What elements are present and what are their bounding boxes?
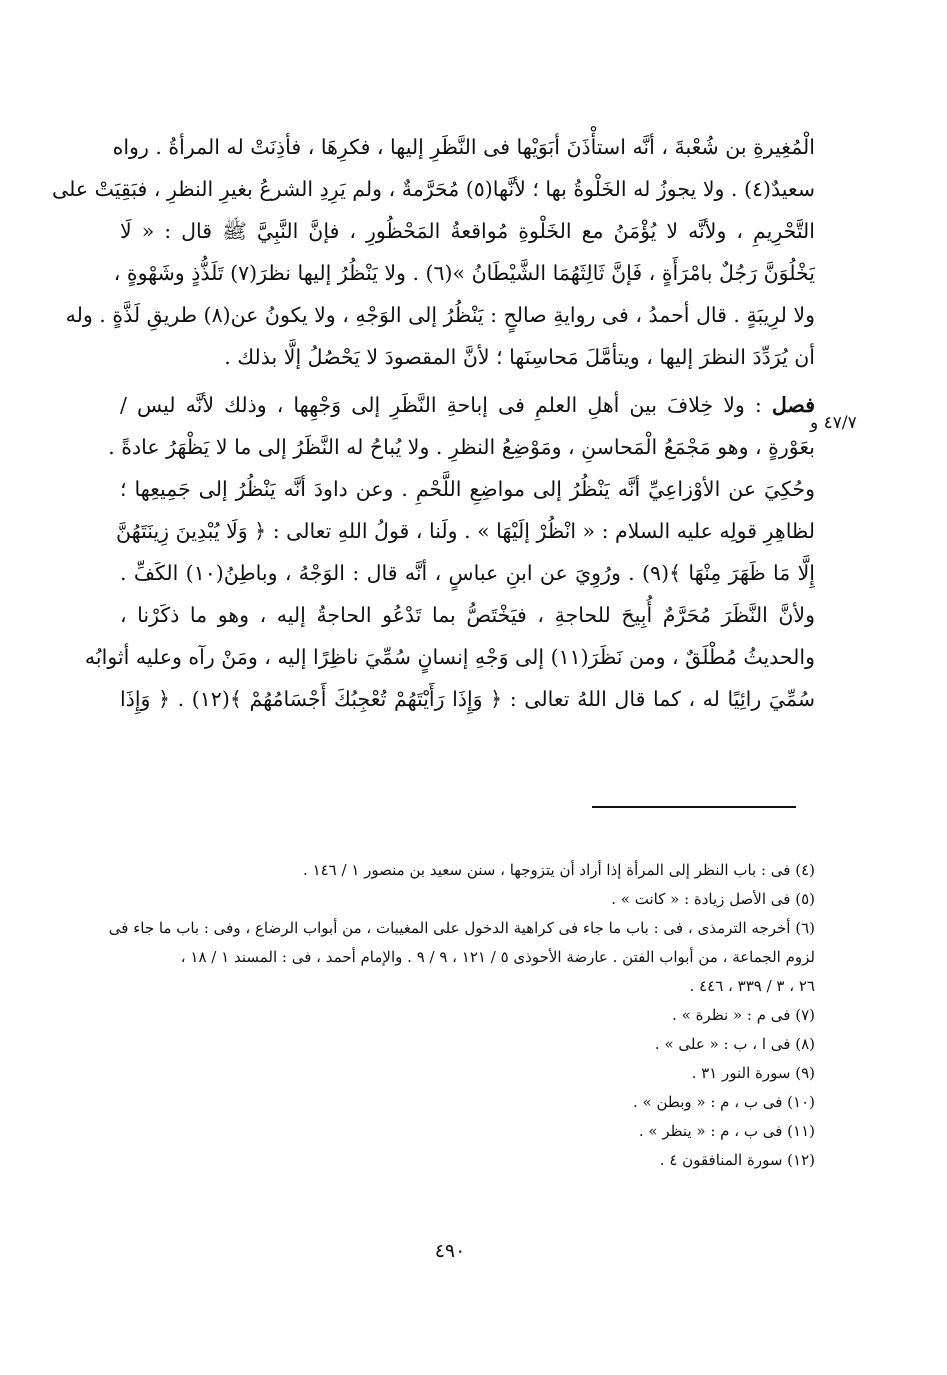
text-line: يَخْلُوَنَّ رَجُلٌ بامْرَأَةٍ ، فَإنَّ ثَالِثَهُمَا الشَّيْطَانُ »(٦) . ولا يَنْظُرُ إليها نظرَ(٧) تَلَذُّذٍ وشَهْوةٍ ، — [113, 261, 815, 285]
footnote: (٧) فى م : « نظرة » . — [672, 1006, 815, 1024]
footnote: (٩) سورة النور ٣١ . — [691, 1064, 815, 1082]
footnote: (٨) فى ا ، ب : « على » . — [654, 1035, 815, 1053]
main-text — [52, 126, 815, 720]
footnotes — [108, 856, 815, 1175]
text-line: سعيدٌ(٤) . ولا يجوزُ له الخَلْوةُ بها ؛ لأنَّها(٥) مُحَرَّمةٌ ، ولم يَرِدِ الشرعُ بغيرِ النظرِ ، فبَقِيَتْ على — [52, 177, 815, 201]
footnote: (٤) فى : باب النظر إلى المرأة إذا أراد أن يتزوجها ، سنن سعيد بن منصور ١ / ١٤٦ . — [303, 861, 815, 879]
footnote-divider — [592, 806, 796, 808]
footnote: (٥) فى الأصل زيادة : « كانت » . — [611, 890, 815, 908]
text-line: بعَوْرةٍ ، وهو مَجْمَعُ الْمَحاسنِ ، ومَوْضِعُ النظرِ . ولا يُباحُ له النَّظَرُ إلى ما لا يَظْهَرُ عادةً . — [108, 435, 815, 459]
text-line: الْمُغِيرةِ بن شُعْبةَ ، أنَّه استأْذَنَ أبَوَيْها فى النَّظَرِ إليها ، فكرِهَا ، فأذِنَتْ له المرأةُ . رواه — [112, 135, 815, 159]
text-line: التَّحْرِيمِ ، ولأنَّه لا يُؤْمَنُ مع الخَلْوةِ مُواقعةُ المَحْظُورِ ، فإنَّ النَّبِيَّ ﷺ قال : « لَا — [120, 219, 815, 243]
footnote-continuation: لزوم الجماعة ، من أبواب الفتن . عارضة الأحوذى ٥ / ١٢١ ، ٩ / ٩ . والإمام أحمد ، فى : المسند ١ / ١٨ ، — [180, 948, 815, 966]
text-line: وحُكِيَ عن الأوْزاعِيِّ أنَّه يَنْظُرُ إلى مواضِعِ اللَّحْمِ . وعن داودَ أنَّه يَنْظُرُ إلى جَمِيعِها ؛ — [120, 477, 815, 501]
section-first-line-text: : ولا خِلافَ بين أهلِ العلمِ فى إباحةِ النَّظَرِ إلى وَجْهِها ، وذلك لأنَّه ليس / — [120, 393, 772, 417]
footnote: (٦) أخرجه الترمذى ، فى : باب ما جاء فى كراهية الدخول على المغيبات ، من أبواب الرضاع ، وفى : باب ما جاء فى — [108, 919, 815, 937]
footnote: (١٠) فى ب ، م : « وبطن » . — [633, 1093, 815, 1111]
section-first-line — [120, 384, 815, 426]
text-line: ولأنَّ النَّظَرَ مُحَرَّمٌ أُبِيحَ للحاجةِ ، فيَخْتَصُّ بما تَدْعُو الحاجةُ إليه ، وهو ما ذكَرْنا ، — [120, 603, 815, 627]
text-line: سُمِّيَ رائِيًا له ، كما قال اللهُ تعالى : ﴿ وَإِذَا رَأَيْتَهُمْ تُعْجِبُكَ أَجْسَامُهُمْ ﴾(١٢) . ﴿ وَإِذَا — [120, 687, 815, 711]
footnote: (١٢) سورة المنافقون ٤ . — [659, 1151, 815, 1169]
text-line: ولا لرِيبَةٍ . قال أحمدُ ، فى روايةِ صالحٍ : يَنْظُرُ إلى الوَجْهِ ، ولا يكونُ عن(٨) طريقِ لَذَّةٍ . وله — [65, 303, 815, 327]
margin-reference: ٤٧/٧ و — [810, 413, 857, 433]
footnote-continuation: ٢٦ ، ٣ / ٣٣٩ ، ٤٤٦ . — [689, 977, 815, 995]
section-heading: فصل — [771, 393, 815, 417]
text-line: والحديثُ مُطْلَقٌ ، ومن نَظَرَ(١١) إلى وَجْهِ إنسانٍ سُمِّيَ ناظِرًا إليه ، ومَنْ رآه وعليه أثوابُه — [84, 645, 815, 669]
page-number: ٤٩٠ — [434, 1240, 466, 1262]
footnote: (١١) فى ب ، م : « ينظر » . — [638, 1122, 815, 1140]
text-line: لظاهِرِ قولِه عليه السلام : « انْظُرْ إلَيْهَا » . ولَنا ، قولُ اللهِ تعالى : ﴿ وَلَا يُبْدِينَ زِينَتَهُنَّ — [116, 519, 815, 543]
text-line: إِلَّا مَا ظَهَرَ مِنْهَا ﴾(٩) . ورُوِيَ عن ابنِ عباسٍ ، أنَّه قال : الوَجْهُ ، وباطِنُ(١٠) الكَفِّ . — [120, 561, 815, 585]
text-line: أن يُرَدِّدَ النظرَ إليها ، ويتأمَّلَ مَحاسِنَها ؛ لأنَّ المقصودَ لا يَحْصُلُ إلَّا بذلك . — [224, 345, 815, 369]
